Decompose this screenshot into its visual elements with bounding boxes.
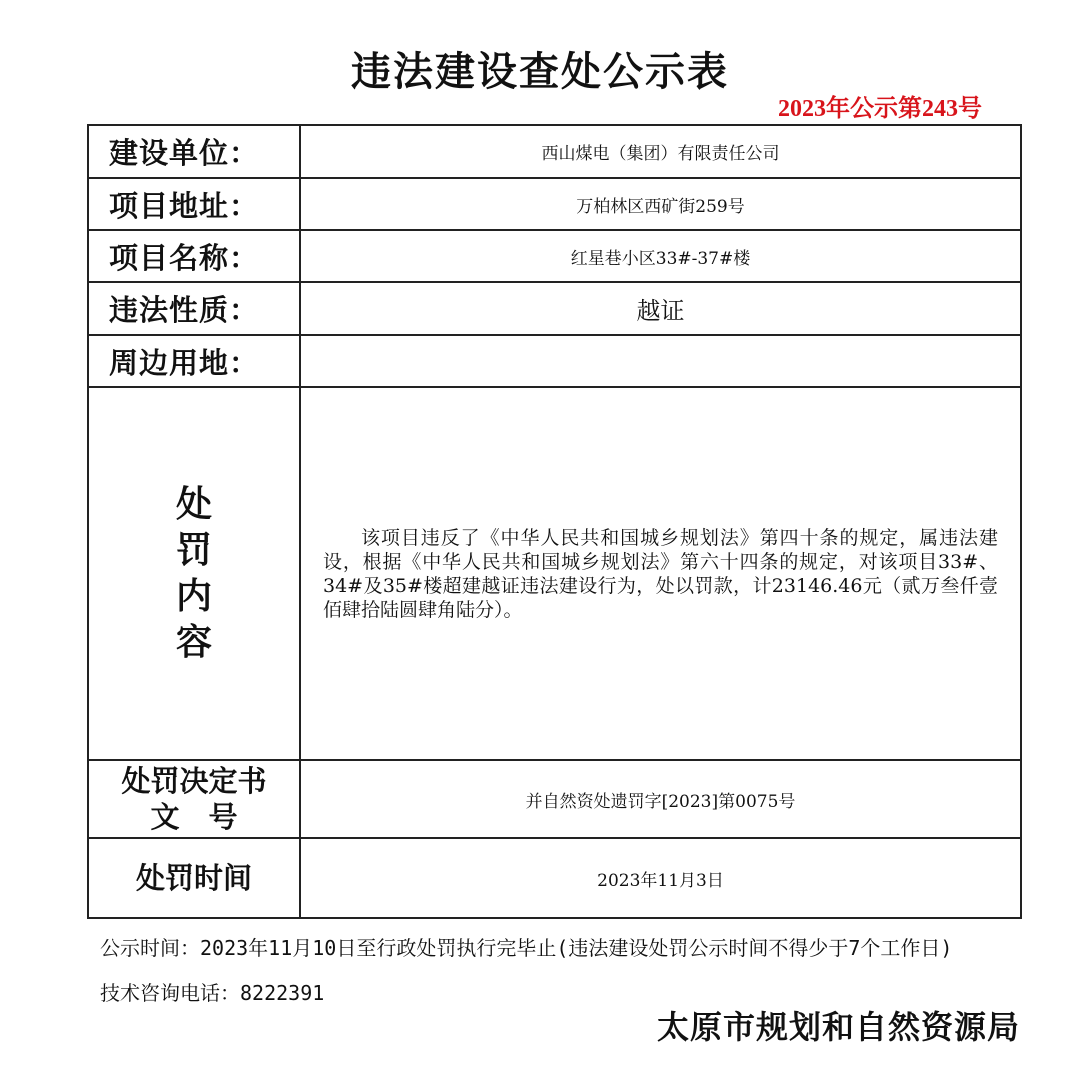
notice-number: 2023年公示第243号	[778, 96, 982, 122]
label-char: 容	[175, 621, 212, 663]
publicity-table	[87, 124, 1022, 919]
label-decision-doc-line2: 文 号	[150, 800, 238, 834]
row-surrounding-land	[88, 335, 1021, 387]
value-project-name: 红星巷小区33#-37#楼	[300, 230, 1021, 282]
label-penalty-content	[88, 387, 300, 760]
page-title: 违法建设查处公示表	[351, 49, 729, 95]
row-construction-unit	[88, 125, 1021, 178]
label-char: 处	[175, 483, 212, 525]
publicity-period: 公示时间：2023年11月10日至行政处罚执行完毕止(违法建设处罚公示时间不得少于7个工作日)	[100, 936, 953, 960]
row-violation-nature	[88, 282, 1021, 335]
row-project-name	[88, 230, 1021, 282]
row-project-address	[88, 178, 1021, 230]
row-decision-doc	[88, 760, 1021, 838]
label-construction-unit: 建设单位：	[88, 125, 300, 178]
value-surrounding-land	[300, 335, 1021, 387]
hotline: 技术咨询电话：8222391	[100, 981, 325, 1005]
label-char: 罚	[175, 529, 212, 571]
value-violation-nature: 越证	[300, 282, 1021, 335]
penalty-content-text: 该项目违反了《中华人民共和国城乡规划法》第四十条的规定，属违法建设，根据《中华人民共和国城乡规划法》第六十四条的规定，对该项目33#、34#及35#楼超建越证违法建设行为，处以罚款，计23146.46元（贰万叁仟壹佰肆拾陆圆肆角陆分）。	[323, 526, 998, 621]
issuing-authority: 太原市规划和自然资源局	[656, 1008, 1020, 1046]
label-penalty-time: 处罚时间	[88, 838, 300, 918]
value-project-address: 万柏林区西矿街259号	[300, 178, 1021, 230]
label-project-address: 项目地址：	[88, 178, 300, 230]
penalty-content-cell	[300, 387, 1021, 760]
label-project-name: 项目名称：	[88, 230, 300, 282]
value-decision-doc: 并自然资处遗罚字[2023]第0075号	[300, 760, 1021, 838]
label-decision-doc	[88, 760, 300, 838]
row-penalty-content	[88, 387, 1021, 760]
row-penalty-time	[88, 838, 1021, 918]
label-decision-doc-line1: 处罚决定书	[121, 764, 267, 798]
value-penalty-time: 2023年11月3日	[300, 838, 1021, 918]
label-char: 内	[175, 575, 212, 617]
label-surrounding-land: 周边用地：	[88, 335, 300, 387]
label-violation-nature: 违法性质：	[88, 282, 300, 335]
value-construction-unit: 西山煤电（集团）有限责任公司	[300, 125, 1021, 178]
